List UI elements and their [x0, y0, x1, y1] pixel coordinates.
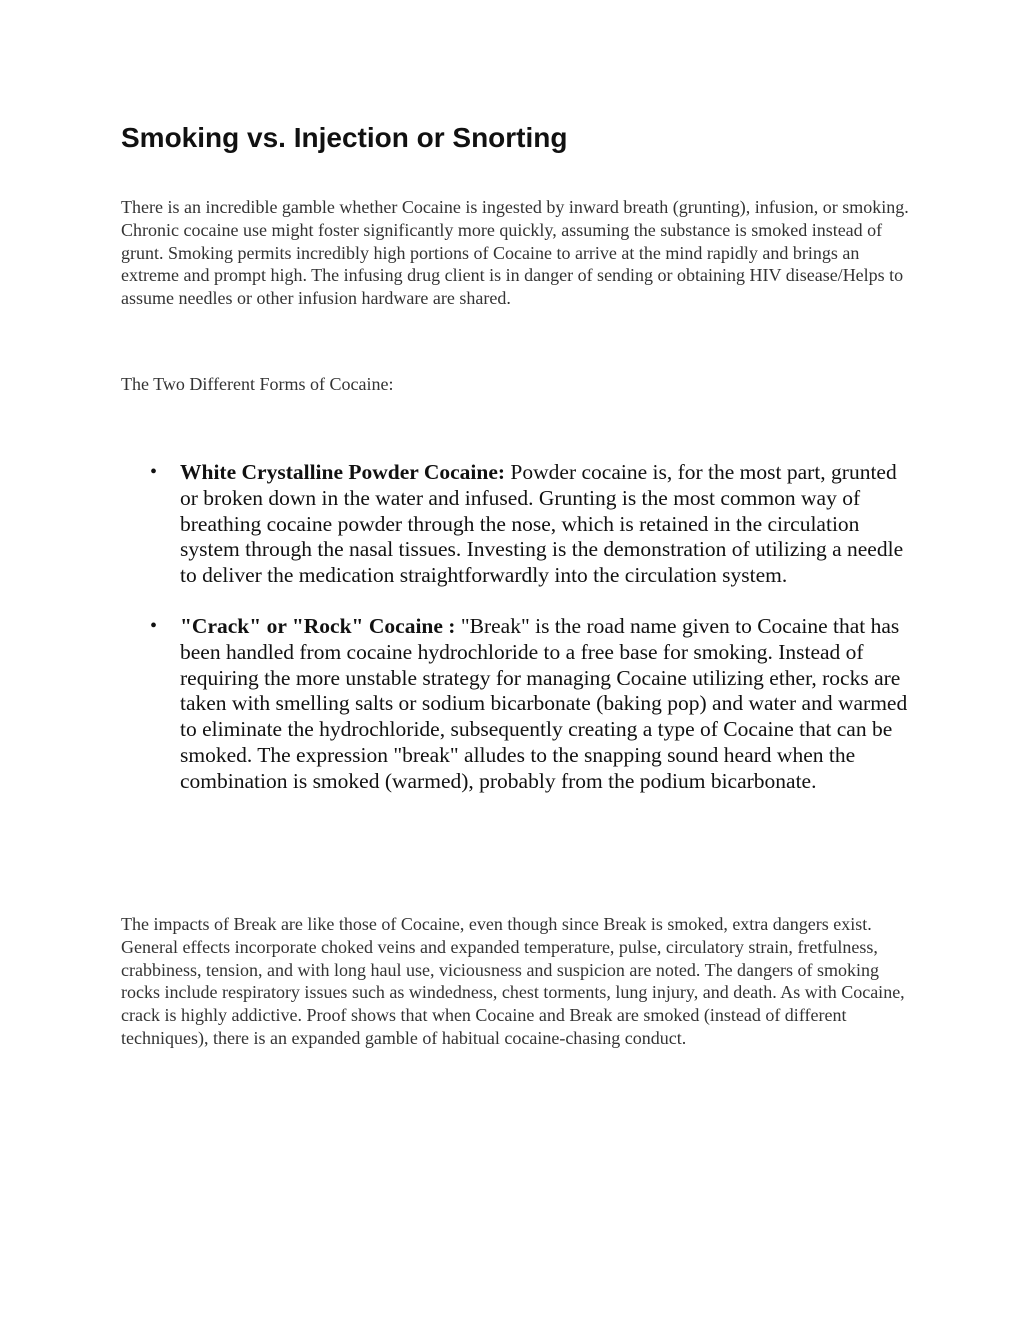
forms-label: The Two Different Forms of Cocaine: — [121, 374, 394, 394]
cocaine-forms-list — [150, 460, 910, 820]
list-item-text: Powder cocaine is, for the most part, grunted or broken down in the water and infused. Grunting is the most common way of breathing cocaine powder through the nose, which is retained in the circulation system through the nasal tissues. Investing is the demonstration of utilizing a needle to deliver the medication straightforwardly into the circulation system. — [180, 460, 904, 588]
list-item-text: "Break" is the road name given to Cocaine that has been handled from cocaine hydrochloride to a free base for smoking. Instead of requiring the more unstable strategy for managing Cocaine utilizing ether, rocks are taken with smelling salts or sodium bicarbonate (baking pop) and water and warmed to eliminate the hydrochloride, subsequently creating a type of Cocaine that can be smoked. The expression "break" alludes to the snapping sound heard when the combination is smoked (warmed), probably from the podium bicarbonate. — [180, 613, 908, 793]
list-item-term: White Crystalline Powder Cocaine: — [180, 460, 506, 484]
intro-paragraph: There is an incredible gamble whether Cocaine is ingested by inward breath (grunting), infusion, or smoking. Chronic cocaine use might foster significantly more quickly, assuming the substance is smoked instead of grunt. Smoking permits incredibly high portions of Cocaine to arrive at the mind rapidly and brings an extreme and prompt high. The infusing drug client is in danger of sending or obtaining HIV disease/Helps to assume needles or other infusion hardware are shared. — [121, 197, 909, 309]
bullet-marker: • — [150, 614, 158, 637]
list-item-term: "Crack" or "Rock" Cocaine : — [180, 613, 456, 638]
bullet-marker: • — [150, 461, 158, 483]
closing-paragraph: The impacts of Break are like those of Cocaine, even though since Break is smoked, extra dangers exist. General effects incorporate choked veins and expanded temperature, pulse, circulatory strain, fretfulness, crabbiness, tension, and with long haul use, viciousness and suspicion are noted. The dangers of smoking rocks include respiratory issues such as windedness, chest torments, lung injury, and death. As with Cocaine, crack is highly addictive. Proof shows that when Cocaine and Break are smoked (instead of different techniques), there is an expanded gamble of habitual cocaine-chasing conduct. — [121, 914, 905, 1048]
list-item-powder-cocaine — [150, 460, 910, 589]
page-title: Smoking vs. Injection or Snorting — [121, 122, 568, 153]
list-item-crack-cocaine — [150, 613, 910, 795]
